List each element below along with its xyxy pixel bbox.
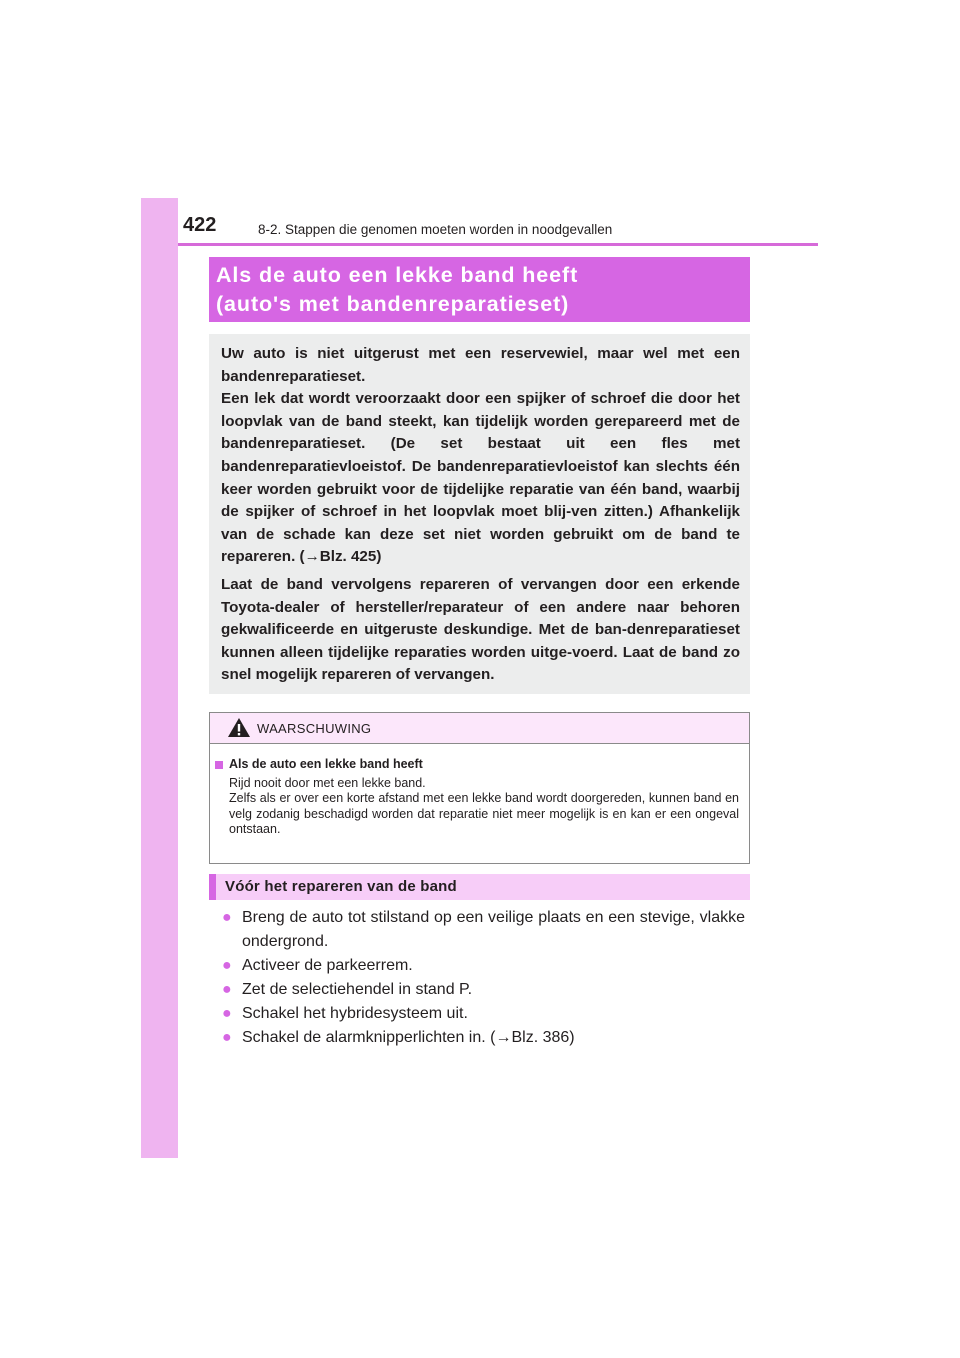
bullet-icon: ●: [222, 957, 232, 974]
warning-triangle-icon: [227, 717, 251, 738]
chapter-side-strip: [141, 198, 178, 1158]
warning-label: WAARSCHUWING: [257, 721, 372, 736]
bullet-icon: ●: [222, 909, 232, 926]
bullet-icon: ●: [222, 1029, 232, 1046]
list-item: [222, 978, 745, 1002]
list-item: [222, 954, 745, 978]
header-divider: [178, 243, 818, 246]
bullet-list: [222, 906, 745, 1050]
warning-line-1: Rijd nooit door met een lekke band.: [229, 775, 426, 790]
bullet-icon: ●: [222, 1005, 232, 1022]
section-title-line1: Als de auto een lekke band heeft: [216, 263, 579, 287]
warning-line-2: Zelfs als er over een korte afstand met een lekke band wordt doorgereden, kunnen band en velg zodanig beschadigd worden dat reparatie niet meer mogelijk is en kan er een ongeval ontstaan.: [229, 791, 739, 837]
warning-item-title-text: Als de auto een lekke band heeft: [229, 757, 423, 771]
list-item-text: Schakel de alarmknipperlichten in. (: [242, 1029, 496, 1046]
list-item: [222, 906, 745, 954]
arrow-icon: →: [304, 548, 320, 566]
list-item: [222, 1002, 745, 1026]
subsection-title: Vóór het repareren van de band: [209, 874, 750, 900]
list-item-text: Breng de auto tot stilstand op een veilige plaats en een stevige, vlakke ondergrond.: [242, 909, 745, 950]
intro-paragraph-3: Laat de band vervolgens repareren of vervangen door een erkende Toyota-dealer of hersteller/reparateur of een andere naar behoren gekwalificeerde en uitgeruste deskundige. Met de ban-denreparatieset kunnen alleen tijdelijke reparaties worden uitge-voerd. Laat de band zo snel mogelijk repareren of vervangen.: [221, 575, 740, 684]
list-item-text: Activeer de parkeerrem.: [242, 957, 413, 974]
chapter-title: 8-2. Stappen die genomen moeten worden in noodgevallen: [258, 222, 613, 237]
page-reference: Blz. 425): [319, 548, 382, 566]
warning-text: [229, 776, 739, 838]
intro-paragraph-1: Uw auto is niet uitgerust met een reservewiel, maar wel met een bandenreparatieset.: [221, 345, 740, 385]
bullet-icon: ●: [222, 981, 232, 998]
list-item-text: Zet de selectiehendel in stand P.: [242, 981, 473, 998]
list-item: [222, 1026, 745, 1050]
intro-paragraph-2-text: Een lek dat wordt veroorzaakt door een spijker of schroef die door het loopvlak van de band steekt, kan tijdelijk worden gerepareerd met de bandenreparatieset. (De set bestaat uit een fles met bandenreparatievloeistof. De bandenreparatievloeistof kan slechts één keer worden gebruikt voor de tijdelijke reparatie van één band, waarbij de spijker of schroef in het loopvlak moet blij-ven zitten.) Afhankelijk van de schade kan deze set niet worden gebruikt om de band te repareren. (: [221, 390, 740, 566]
warning-item-title: [215, 757, 739, 773]
intro-box: [209, 334, 750, 694]
page-number: 422: [183, 214, 217, 236]
arrow-icon: →: [495, 1029, 512, 1046]
page-reference: Blz. 386): [511, 1029, 575, 1046]
warning-box: [209, 712, 750, 864]
warning-header: [210, 713, 749, 744]
section-title: [209, 257, 750, 322]
list-item-text: Schakel het hybridesysteem uit.: [242, 1005, 468, 1022]
intro-paragraph-2: [221, 388, 740, 569]
warning-body: [210, 744, 749, 838]
section-title-line2: (auto's met bandenreparatieset): [216, 292, 570, 316]
square-bullet-icon: [215, 761, 223, 769]
